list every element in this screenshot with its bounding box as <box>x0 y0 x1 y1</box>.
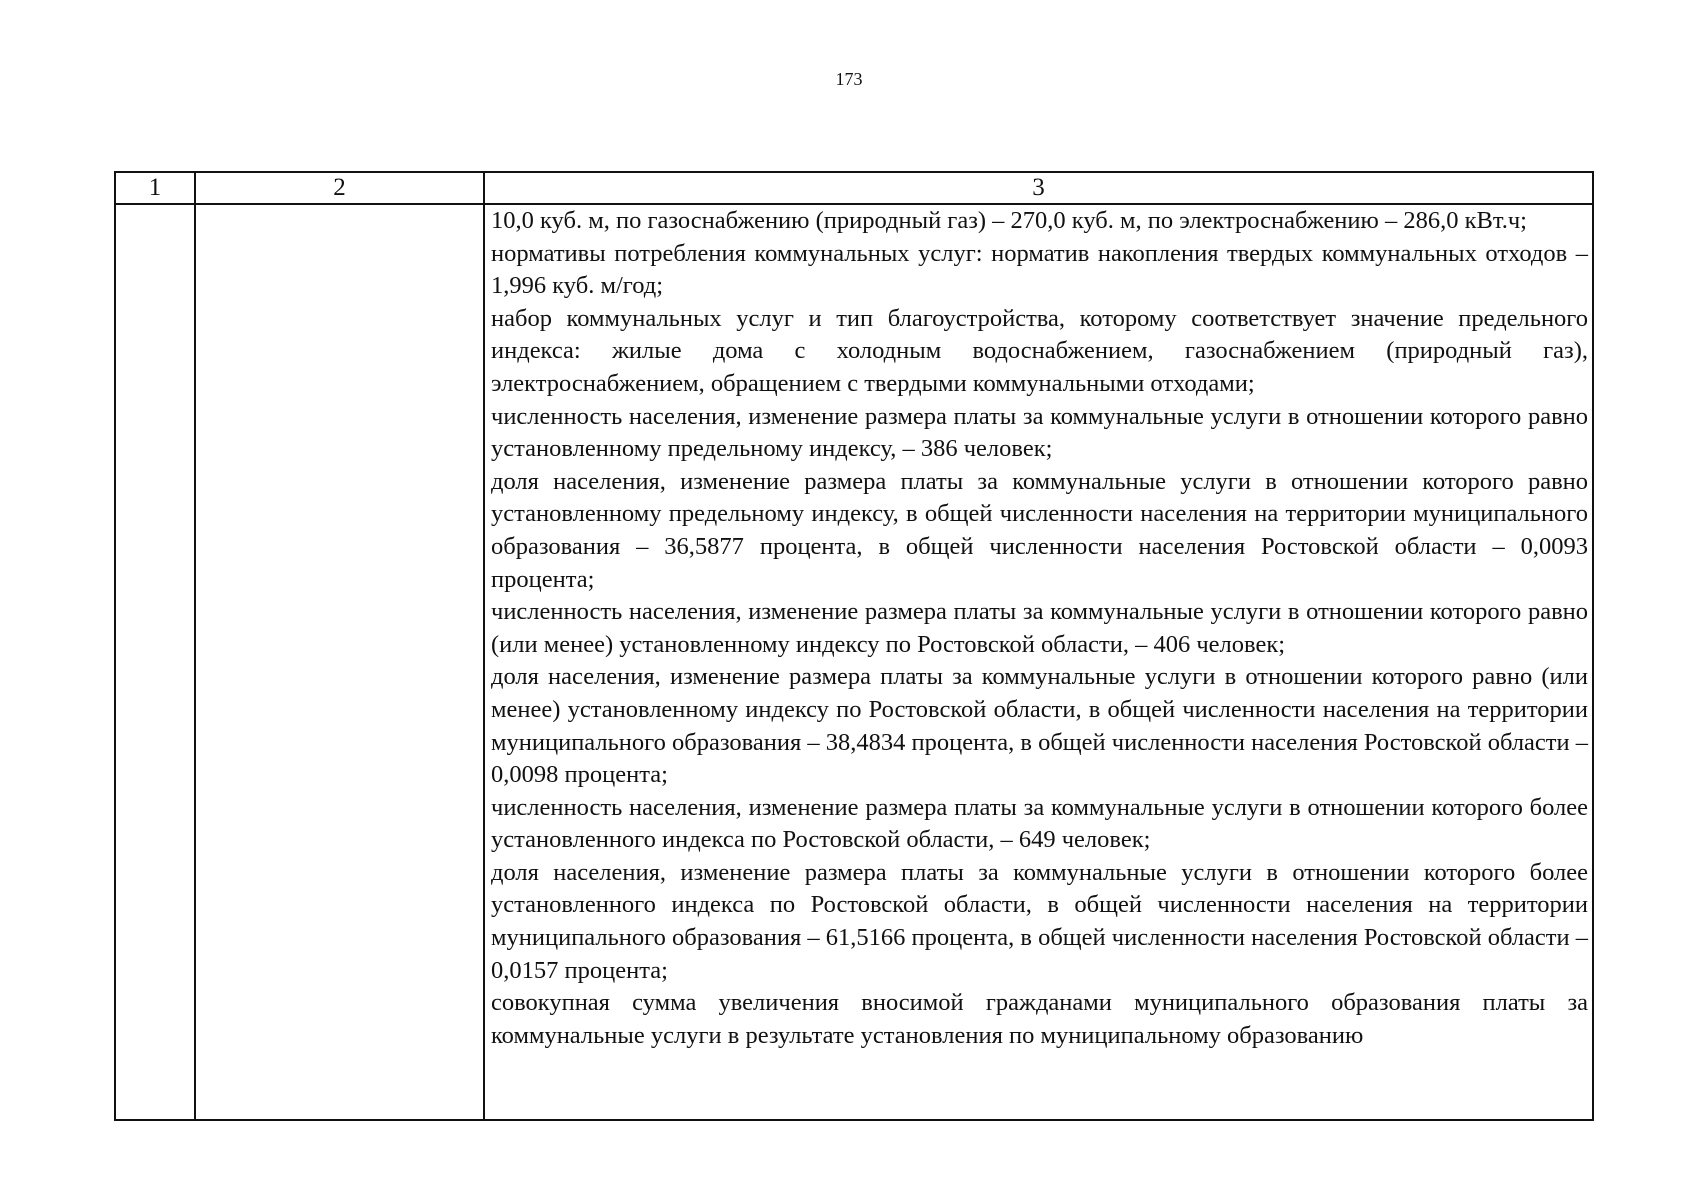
paragraph: численность населения, изменение размера платы за коммунальные услуги в отношении которого более установленного индекса по Ростовской области, – 649 человек; <box>491 793 1588 854</box>
paragraph: доля населения, изменение размера платы за коммунальные услуги в отношении которого более установленного индекса по Ростовской области, в общей численности населения на территории муниципального образования – 61,5166 процента, в общей численности населения Ростовской области – 0,0157 процента; <box>491 858 1588 984</box>
header-cell-1: 1 <box>115 172 195 204</box>
page-number: 173 <box>835 69 863 89</box>
paragraph: нормативы потребления коммунальных услуг: норматив накопления твердых коммунальных отходов – 1,996 куб. м/год; <box>491 239 1588 300</box>
table-row <box>115 204 1593 1120</box>
column-3-cell <box>484 204 1593 1120</box>
paragraph: численность населения, изменение размера платы за коммунальные услуги в отношении которого равно установленному предельному индексу, – 386 человек; <box>491 402 1588 463</box>
header-cell-3: 3 <box>484 172 1593 204</box>
column-2-cell <box>195 204 484 1120</box>
paragraph: совокупная сумма увеличения вносимой гражданами муниципального образования платы за коммунальные услуги в результате установления по муниципальному образованию <box>491 989 1588 1049</box>
paragraph: доля населения, изменение размера платы за коммунальные услуги в отношении которого равно (или менее) установленному индексу по Ростовской области, в общей численности населения на территории муниципального образования – 38,4834 процента, в общей численности населения Ростовской области – 0,0098 процента; <box>491 663 1588 789</box>
paragraph: набор коммунальных услуг и тип благоустройства, которому соответствует значение предельного индекса: жилые дома с холодным водоснабжением, газоснабжением (природный газ), электроснабжением, обращением с твердыми коммунальными отходами; <box>491 304 1588 397</box>
paragraph: 10,0 куб. м, по газоснабжению (природный газ) – 270,0 куб. м, по электроснабжению – 286,0 кВт.ч; <box>491 207 1527 234</box>
document-table <box>114 171 1594 1121</box>
paragraph: численность населения, изменение размера платы за коммунальные услуги в отношении которого равно (или менее) установленному индексу по Ростовской области, – 406 человек; <box>491 598 1588 658</box>
paragraph: доля населения, изменение размера платы за коммунальные услуги в отношении которого равно установленному предельному индексу, в общей численности населения на территории муниципального образования – 36,5877 процента, в общей численности населения Ростовской области – 0,0093 процента; <box>491 467 1588 593</box>
column-1-cell <box>115 204 195 1120</box>
header-cell-2: 2 <box>195 172 484 204</box>
table-header-row <box>115 172 1593 204</box>
